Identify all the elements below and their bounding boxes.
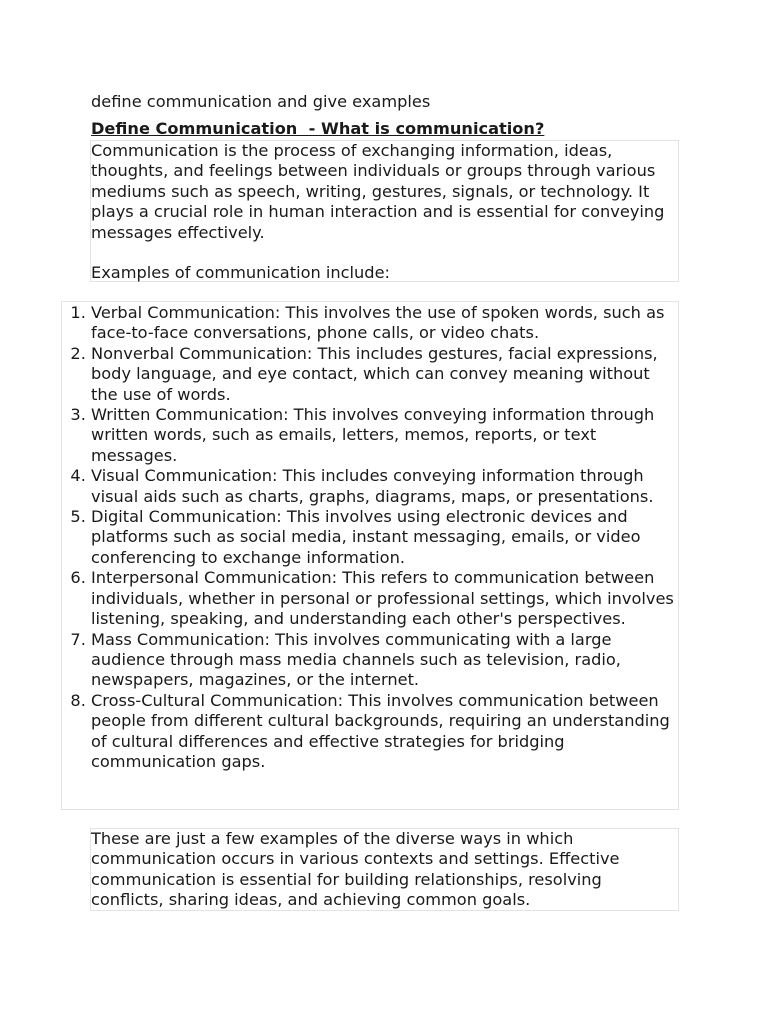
example-item-cross-cultural: 8. Cross-Cultural Communication: This involves communication between people from different cultural backgrounds, requiring an understanding of cultural differences and effective strategies for bridging communication gaps. — [91, 691, 678, 773]
example-item-nonverbal: 2. Nonverbal Communication: This includes gestures, facial expressions, body language, and eye contact, which can convey meaning without the use of words. — [91, 344, 678, 405]
section-title: Define Communication - What is communication? — [91, 119, 545, 138]
example-item-digital: 5. Digital Communication: This involves using electronic devices and platforms such as social media, instant messaging, emails, or video conferencing to exchange information. — [91, 507, 678, 568]
example-item-visual: 4. Visual Communication: This includes conveying information through visual aids such as charts, graphs, diagrams, maps, or presentations. — [91, 466, 678, 507]
example-item-interpersonal: 6. Interpersonal Communication: This refers to communication between individuals, whether in personal or professional settings, which involves listening, speaking, and understanding each other's perspectives. — [91, 568, 678, 629]
examples-lead-paragraph: Examples of communication include: — [91, 263, 390, 283]
example-item-mass: 7. Mass Communication: This involves communicating with a large audience through mass media channels such as television, radio, newspapers, magazines, or the internet. — [91, 630, 678, 691]
closing-paragraph: These are just a few examples of the diverse ways in which communication occurs in various contexts and settings. Effective communication is essential for building relationships, resolving conflicts, sharing ideas, and achieving common goals. — [91, 829, 620, 910]
example-item-written: 3. Written Communication: This involves conveying information through written words, such as emails, letters, memos, reports, or text messages. — [91, 405, 678, 466]
definition-paragraph: Communication is the process of exchanging information, ideas, thoughts, and feelings between individuals or groups through various mediums such as speech, writing, gestures, signals, or technology. It plays a crucial role in human interaction and is essential for conveying messages effectively. — [91, 141, 665, 242]
paragraph-gap — [91, 243, 678, 263]
intro-block — [90, 140, 679, 282]
examples-block — [61, 301, 679, 810]
page-heading: define communication and give examples — [91, 92, 431, 111]
closing-block — [90, 828, 679, 911]
examples-list — [62, 303, 678, 772]
example-item-verbal: 1. Verbal Communication: This involves the use of spoken words, such as face-to-face conversations, phone calls, or video chats. — [91, 303, 678, 344]
